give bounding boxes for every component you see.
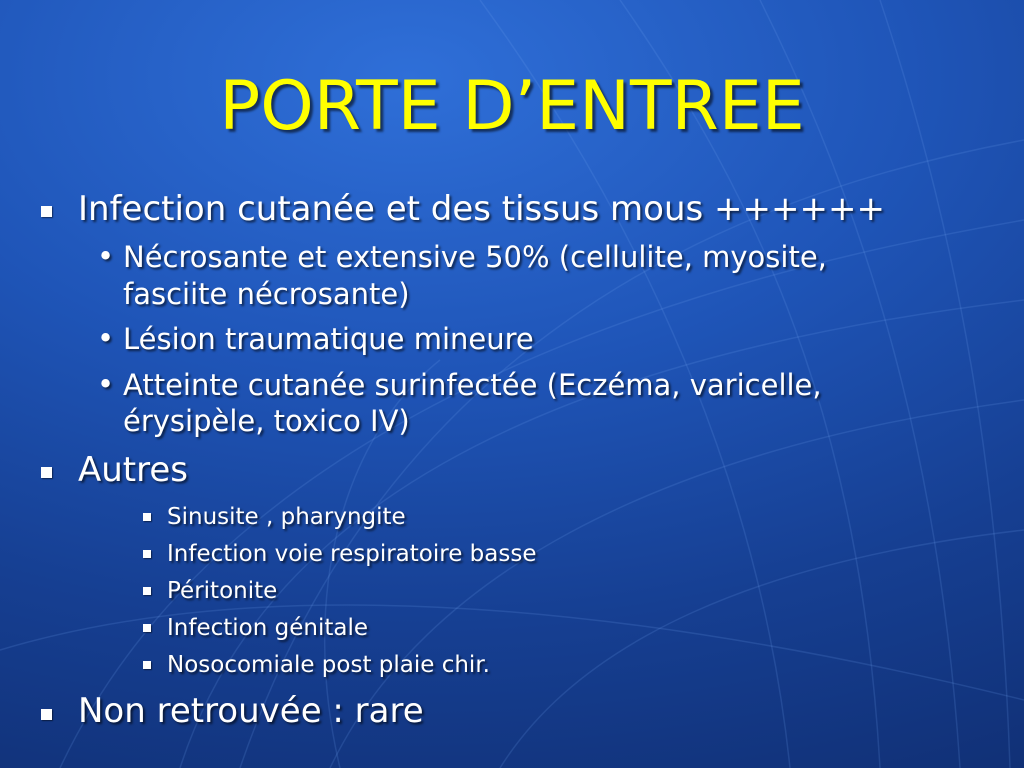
square-bullet-icon [143, 513, 151, 521]
subitem-text: Infection génitale [167, 615, 368, 641]
bullet-text: Infection cutanée et des tissus mous ++++++ [78, 189, 885, 229]
slide-title: PORTE D’ENTREE [219, 67, 805, 146]
dot-bullet-icon: • [97, 239, 115, 273]
subitem-text: Sinusite , pharyngite [167, 504, 406, 530]
dot-bullet-icon: • [97, 321, 115, 355]
dot-bullet-icon: • [97, 367, 115, 401]
square-bullet-icon [143, 550, 151, 558]
subitem-text-continued: érysipèle, toxico IV) [123, 404, 410, 438]
square-bullet-icon [143, 624, 151, 632]
subitem-text: Lésion traumatique mineure [123, 322, 534, 356]
square-bullet-icon [41, 206, 52, 217]
subitem-text: Péritonite [167, 578, 278, 604]
subitem-text-continued: fasciite nécrosante) [123, 277, 410, 311]
square-bullet-icon [143, 587, 151, 595]
square-bullet-icon [41, 467, 52, 478]
bullet-text: Autres [78, 450, 189, 490]
subitem-text: Atteinte cutanée surinfectée (Eczéma, varicelle, [123, 368, 822, 402]
subitem-text: Nosocomiale post plaie chir. [167, 652, 490, 678]
square-bullet-icon [143, 661, 151, 669]
square-bullet-icon [41, 709, 52, 720]
subitem-text: Infection voie respiratoire basse [167, 541, 537, 567]
subitem-text: Nécrosante et extensive 50% (cellulite, myosite, [123, 240, 827, 274]
bullet-text: Non retrouvée : rare [78, 691, 424, 731]
